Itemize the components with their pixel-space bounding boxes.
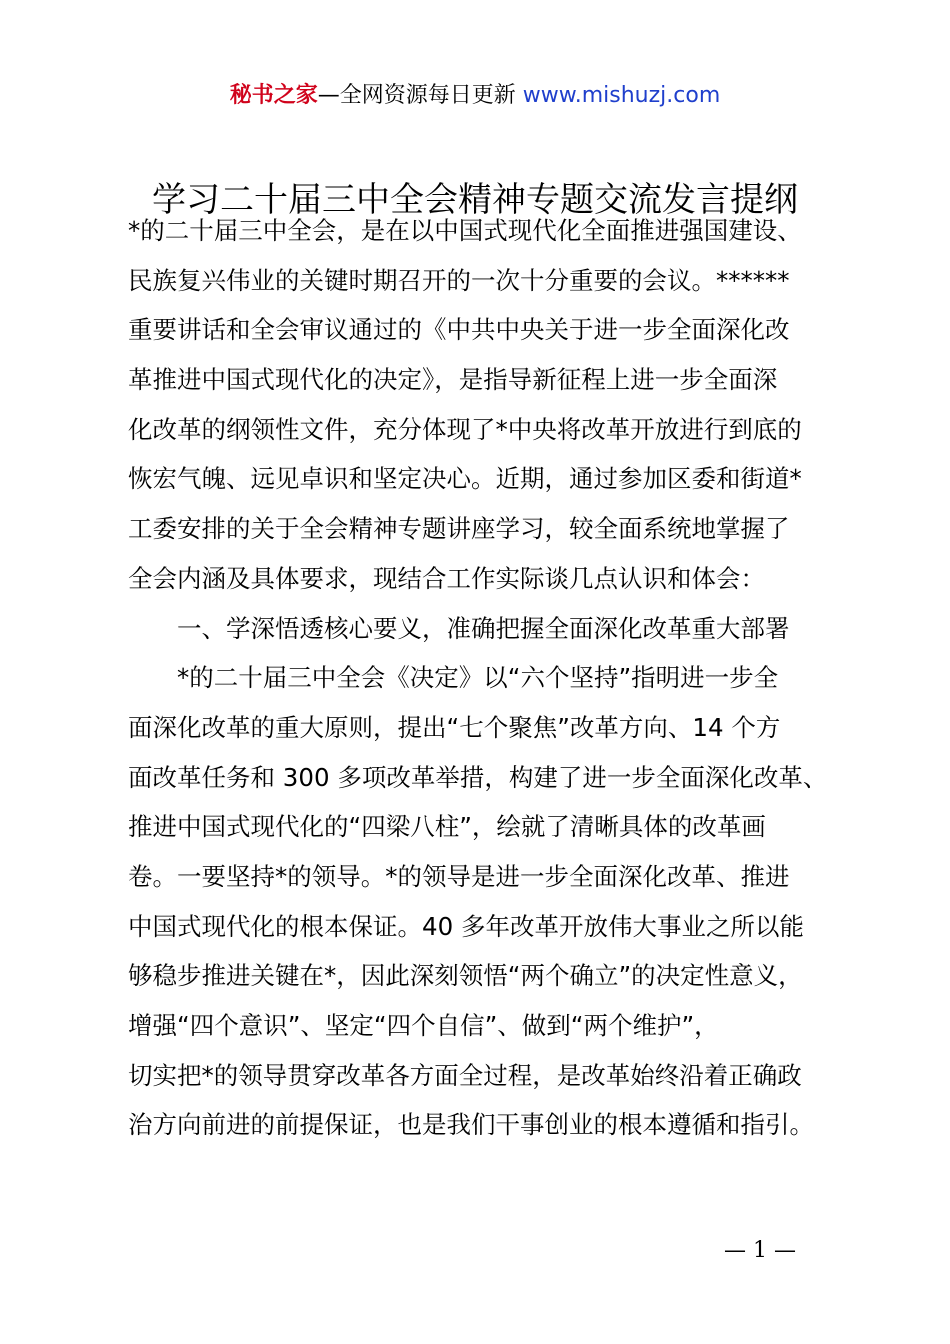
document-body	[128, 206, 868, 1150]
body-line: 面改革任务和 300 多项改革举措，构建了进一步全面深化改革、	[128, 762, 828, 792]
body-line: *的二十届三中全会，是在以中国式现代化全面推进强国建设、	[128, 216, 802, 245]
body-line: 重要讲话和全会审议通过的《中共中央关于进一步全面深化改	[128, 315, 790, 345]
body-line: 切实把*的领导贯穿改革各方面全过程，是改革始终沿着正确政	[128, 1060, 802, 1090]
site-brand: 秘书之家	[229, 83, 318, 108]
page-number: — 1 —	[724, 1238, 796, 1263]
body-line: 恢宏气魄、远见卓识和坚定决心。近期，通过参加区委和街道*	[128, 464, 802, 494]
body-line: 民族复兴伟业的关键时期召开的一次十分重要的会议。******	[128, 265, 790, 295]
site-url-link[interactable]: www.mishuzj.com	[522, 83, 721, 108]
body-line: 治方向前进的前提保证，也是我们干事创业的根本遵循和指引。	[128, 1110, 814, 1140]
body-line: 增强“四个意识”、坚定“四个自信”、做到“两个维护”，	[128, 1011, 719, 1040]
body-line: 中国式现代化的根本保证。40 多年改革开放伟大事业之所以能	[128, 911, 804, 941]
body-line: 卷。一要坚持*的领导。*的领导是进一步全面深化改革、推进	[128, 861, 790, 891]
body-line: 革推进中国式现代化的决定》，是指导新征程上进一步全面深	[128, 365, 778, 395]
document-title: 学习二十届三中全会精神专题交流发言提纲	[152, 180, 798, 220]
body-line: *的二十届三中全会《决定》以“六个坚持”指明进一步全	[128, 663, 779, 693]
body-line: 够稳步推进关键在*，因此深刻领悟“两个确立”的决定性意义，	[128, 961, 803, 991]
body-line: 推进中国式现代化的“四梁八柱”，绘就了清晰具体的改革画	[128, 812, 766, 842]
site-tagline: —全网资源每日更新	[317, 83, 516, 108]
section-heading: 一、学深悟透核心要义，准确把握全面深化改革重大部署	[128, 613, 790, 643]
body-line: 面深化改革的重大原则，提出“七个聚焦”改革方向、14 个方	[128, 712, 781, 742]
site-header	[0, 80, 950, 112]
body-line: 化改革的纲领性文件，充分体现了*中央将改革开放进行到底的	[128, 414, 802, 444]
body-line: 工委安排的关于全会精神专题讲座学习，较全面系统地掌握了	[128, 514, 790, 544]
body-line: 全会内涵及具体要求，现结合工作实际谈几点认识和体会：	[128, 563, 765, 593]
